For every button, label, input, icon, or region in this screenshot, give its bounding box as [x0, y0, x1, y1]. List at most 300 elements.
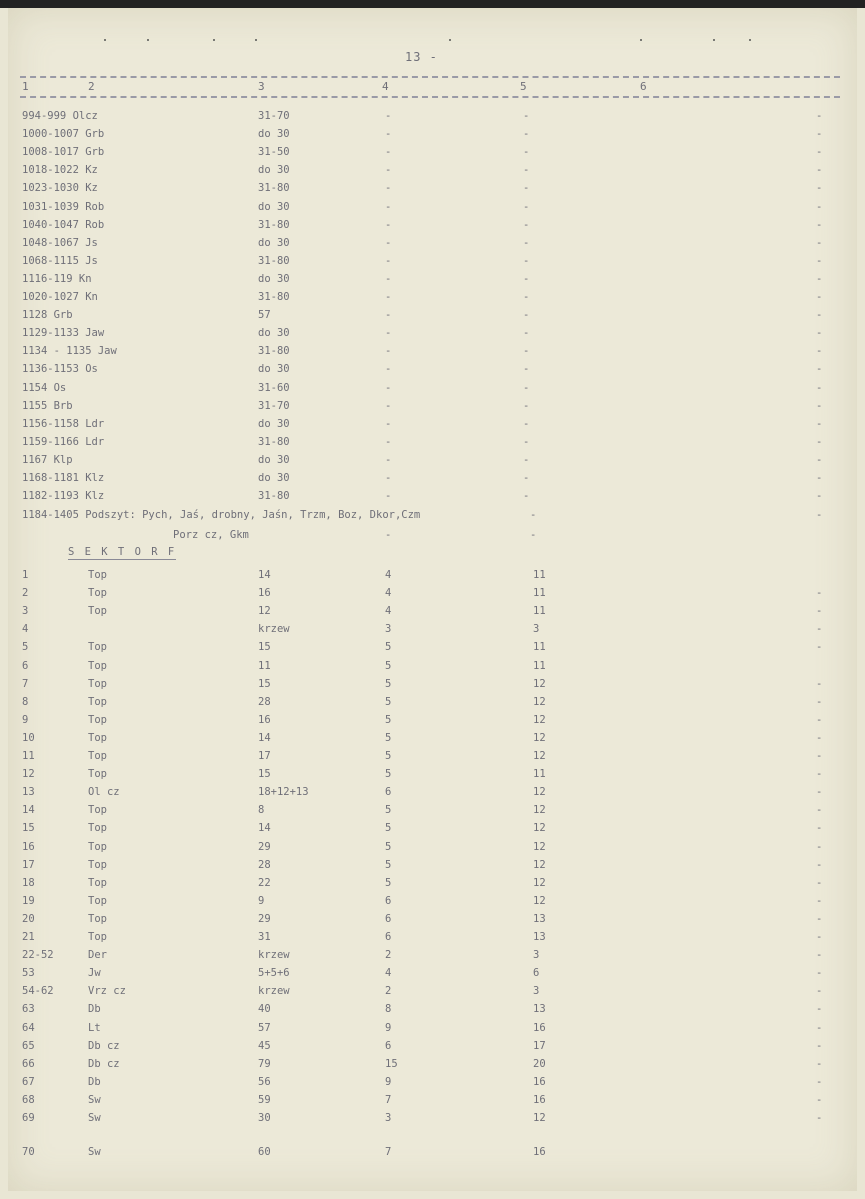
- cell-col5: 12: [533, 750, 546, 762]
- speck: [147, 39, 149, 41]
- cell-col3: 31-70: [258, 399, 290, 412]
- cell-col5: -: [523, 254, 530, 267]
- table-row: [0, 623, 865, 639]
- cell-col1: 21: [22, 931, 35, 943]
- cell-col3: 31-80: [258, 435, 290, 448]
- cell-col5: 13: [533, 912, 546, 925]
- cell-col6: -: [816, 1039, 823, 1052]
- table-row: [0, 128, 865, 144]
- cell-col4: -: [385, 435, 392, 448]
- cell-col1: 11: [22, 750, 35, 762]
- cell-col2: Top: [88, 695, 107, 708]
- speck: [713, 39, 715, 41]
- cell-col3: 79: [258, 1057, 271, 1070]
- cell-col3: 56: [258, 1075, 271, 1088]
- cell-col6: -: [816, 309, 823, 322]
- cell-col5: 3: [533, 985, 540, 998]
- table-row: [0, 382, 865, 398]
- cell-col6: -: [816, 272, 823, 285]
- cell-col5: 11: [533, 605, 546, 618]
- cell-col3: 16: [258, 587, 271, 600]
- table-row: [0, 859, 865, 875]
- cell-col2: Top: [88, 659, 107, 672]
- table-row: [0, 768, 865, 784]
- cell-col3: krzew: [258, 949, 290, 962]
- cell-col1: 8: [22, 695, 29, 708]
- cell-col2: Lt: [88, 1021, 101, 1034]
- cell-col5: 16: [533, 1146, 546, 1158]
- table-row: [0, 877, 865, 893]
- cell-col4: -: [385, 453, 392, 466]
- cell-col3: 15: [258, 641, 271, 654]
- cell-col1: 2: [22, 587, 29, 600]
- cell-col4: 6: [385, 894, 392, 907]
- cell-col6: -: [816, 840, 823, 853]
- table-row: [0, 363, 865, 379]
- cell-col1: 22-52: [22, 949, 54, 962]
- undergrowth-continuation-row: [0, 529, 865, 545]
- cell-col4: -: [385, 182, 392, 195]
- cell-col5: 3: [533, 623, 540, 636]
- cell-col5: 6: [533, 967, 540, 980]
- cell-col1: 10: [22, 731, 35, 744]
- cell-col1: 3: [22, 605, 29, 618]
- cell-col5: 3: [533, 949, 540, 962]
- speck: [213, 39, 215, 41]
- cell-col5: -: [523, 490, 530, 503]
- cell-col5: 12: [533, 858, 546, 871]
- cell-col6: -: [816, 985, 823, 998]
- table-row: [0, 182, 865, 198]
- cell-col4: 7: [385, 1093, 392, 1106]
- cell-col4: 5: [385, 840, 392, 853]
- cell-col4: 6: [385, 1039, 392, 1052]
- cell-col6: -: [816, 472, 823, 484]
- cell-col1: 1023-1030 Kz: [22, 182, 98, 195]
- cell-col3: do 30: [258, 363, 290, 376]
- cell-col4: 6: [385, 912, 392, 925]
- table-row: [0, 418, 865, 434]
- cell-col5: -: [523, 291, 530, 303]
- cell-col1: 67: [22, 1075, 35, 1088]
- cell-col4: 5: [385, 695, 392, 708]
- cell-col3: 31-50: [258, 146, 290, 159]
- cell-col4: -: [385, 291, 392, 303]
- cell-col4: 5: [385, 876, 392, 889]
- table-row: [0, 1058, 865, 1074]
- cell-col1: 15: [22, 822, 35, 835]
- cell-col1: 19: [22, 894, 35, 907]
- cell-col3: 14: [258, 822, 271, 835]
- cell-col1: 1: [22, 569, 29, 581]
- cell-col2: Ol cz: [88, 786, 120, 799]
- cell-col4: -: [385, 200, 392, 213]
- cell-col3: 28: [258, 695, 271, 708]
- cell-col1: 1020-1027 Kn: [22, 291, 98, 303]
- table-row: [0, 1076, 865, 1092]
- cell-col2: Vrz cz: [88, 985, 126, 998]
- cell-col3: 28: [258, 858, 271, 871]
- table-row: [0, 605, 865, 621]
- cell-col2: Top: [88, 912, 107, 925]
- cell-col4: -: [385, 417, 392, 430]
- cell-col4: -: [385, 327, 392, 340]
- cell-col3: do 30: [258, 417, 290, 430]
- column-header-1: 1: [22, 80, 29, 93]
- cell-col5: -: [523, 218, 530, 231]
- cell-col4: -: [385, 236, 392, 249]
- cell-col5: -: [523, 345, 530, 358]
- cell-col5: 12: [533, 804, 546, 817]
- speck: [104, 39, 106, 41]
- cell-col2: Top: [88, 750, 107, 762]
- cell-col6: -: [816, 254, 823, 267]
- column-header-4: 4: [382, 80, 389, 93]
- cell-col1: 64: [22, 1021, 35, 1034]
- cell-col3: 29: [258, 912, 271, 925]
- table-row: [0, 146, 865, 162]
- cell-col5: -: [523, 182, 530, 195]
- cell-col4: -: [385, 363, 392, 376]
- cell-col3: 31-70: [258, 110, 290, 122]
- cell-col2: Top: [88, 894, 107, 907]
- cell-col2: Db cz: [88, 1039, 120, 1052]
- cell-col5: 11: [533, 659, 546, 672]
- cell-col3: 31-60: [258, 381, 290, 394]
- cell-col4: -: [385, 218, 392, 231]
- table-row: [0, 641, 865, 657]
- cell-col6: -: [816, 713, 823, 726]
- cell-col5: 12: [533, 1112, 546, 1124]
- cell-col2: Top: [88, 641, 107, 654]
- cell-col5: 17: [533, 1039, 546, 1052]
- cell-col6: -: [816, 417, 823, 430]
- cell-col3: 14: [258, 569, 271, 581]
- cell-col3: krzew: [258, 985, 290, 998]
- cell-col6: -: [816, 164, 823, 177]
- cell-col4: 3: [385, 1112, 392, 1124]
- cell-col1: 6: [22, 659, 29, 672]
- cell-col6: -: [816, 804, 823, 817]
- cell-col5: 11: [533, 768, 546, 781]
- cell-col4: -: [385, 164, 392, 177]
- cell-col1: 53: [22, 967, 35, 980]
- cell-col1: 1167 Klp: [22, 453, 73, 466]
- cell-col5: 11: [533, 641, 546, 654]
- cell-col1: 1136-1153 Os: [22, 363, 98, 376]
- cell-col6: -: [816, 949, 823, 962]
- table-row: [0, 750, 865, 766]
- cell-col3: 22: [258, 876, 271, 889]
- cell-col1: 54-62: [22, 985, 54, 998]
- cell-col1: 1008-1017 Grb: [22, 146, 105, 159]
- cell-col4: 9: [385, 1021, 392, 1034]
- cell-col6: -: [816, 858, 823, 871]
- undergrowth-text: 1184-1405 Podszyt: Pych, Jaś, drobny, Jaśn, Trzm, Boz, Dkor,Czm: [22, 509, 421, 521]
- column-header-5: 5: [520, 80, 527, 93]
- cell-col3: 60: [258, 1146, 271, 1158]
- cell-col4: 7: [385, 1146, 392, 1158]
- cell-col5: -: [523, 146, 530, 159]
- cell-col3: 14: [258, 731, 271, 744]
- table-row: [0, 1094, 865, 1110]
- cell-col1: 1128 Grb: [22, 309, 73, 322]
- column-header-6: 6: [640, 80, 647, 93]
- cell-col6: -: [816, 876, 823, 889]
- table-row: [0, 822, 865, 838]
- cell-col6: -: [816, 587, 823, 600]
- cell-col4: 5: [385, 822, 392, 835]
- table-row: [0, 587, 865, 603]
- cell-col1: 68: [22, 1093, 35, 1106]
- cell-col3: 12: [258, 605, 271, 618]
- cell-col2: Top: [88, 840, 107, 853]
- table-row: [0, 895, 865, 911]
- cell-col6: -: [816, 435, 823, 448]
- cell-col6: -: [816, 1075, 823, 1088]
- cell-col6: -: [816, 750, 823, 762]
- undergrowth-col5: -: [530, 509, 537, 521]
- column-header-row: [20, 76, 840, 98]
- cell-col2: Db cz: [88, 1057, 120, 1070]
- table-row: [0, 967, 865, 983]
- cell-col3: do 30: [258, 164, 290, 177]
- cell-col3: 30: [258, 1112, 271, 1124]
- cell-col3: 5+5+6: [258, 967, 290, 980]
- cell-col6: -: [816, 623, 823, 636]
- cell-col1: 1154 Os: [22, 381, 67, 394]
- table-row: [0, 291, 865, 307]
- cell-col2: Sw: [88, 1093, 101, 1106]
- cell-col1: 20: [22, 912, 35, 925]
- cell-col5: 16: [533, 1093, 546, 1106]
- cell-col5: -: [523, 309, 530, 322]
- cell-col4: 9: [385, 1075, 392, 1088]
- table-row: [0, 201, 865, 217]
- table-row: [0, 678, 865, 694]
- cell-col3: 9: [258, 894, 265, 907]
- cell-col4: 6: [385, 931, 392, 943]
- cell-col6: -: [816, 236, 823, 249]
- cell-col3: do 30: [258, 472, 290, 484]
- table-row: [0, 913, 865, 929]
- undergrowth-row: [0, 509, 865, 525]
- cell-col6: -: [816, 399, 823, 412]
- table-row: [0, 490, 865, 506]
- table-row: [0, 1022, 865, 1038]
- cell-col4: -: [385, 254, 392, 267]
- cell-col3: do 30: [258, 128, 290, 141]
- cell-col3: 31-80: [258, 490, 290, 503]
- cell-col2: Top: [88, 768, 107, 781]
- table-row: [0, 714, 865, 730]
- column-header-3: 3: [258, 80, 265, 93]
- cell-col2: Top: [88, 605, 107, 618]
- cell-col1: 1168-1181 Klz: [22, 472, 105, 484]
- cell-col3: 17: [258, 750, 271, 762]
- cell-col5: -: [523, 110, 530, 122]
- speck: [449, 39, 451, 41]
- cell-col6: -: [816, 490, 823, 503]
- cell-col6: -: [816, 605, 823, 618]
- cell-col2: Jw: [88, 967, 101, 980]
- cell-col5: 12: [533, 731, 546, 744]
- cell-col6: -: [816, 345, 823, 358]
- cell-col5: 11: [533, 569, 546, 581]
- cell-col5: 12: [533, 677, 546, 690]
- cell-col5: 12: [533, 786, 546, 799]
- cell-col6: -: [816, 1112, 823, 1124]
- cell-col5: 11: [533, 587, 546, 600]
- table-row: [0, 569, 865, 585]
- cell-col3: do 30: [258, 272, 290, 285]
- cell-col6: -: [816, 967, 823, 980]
- cell-col1: 69: [22, 1112, 35, 1124]
- cell-col3: 8: [258, 804, 265, 817]
- cell-col1: 1159-1166 Ldr: [22, 435, 105, 448]
- cell-col2: Top: [88, 876, 107, 889]
- cell-col3: 40: [258, 1003, 271, 1016]
- cell-col5: -: [523, 399, 530, 412]
- cell-col6: -: [816, 894, 823, 907]
- cell-col6: -: [816, 1021, 823, 1034]
- cell-col6: -: [816, 786, 823, 799]
- cell-col4: -: [385, 309, 392, 322]
- cell-col3: 15: [258, 768, 271, 781]
- cell-col3: 29: [258, 840, 271, 853]
- cell-col5: -: [523, 128, 530, 141]
- cell-col6: -: [816, 822, 823, 835]
- column-header-2: 2: [88, 80, 95, 93]
- table-row: [0, 309, 865, 325]
- table-row: [0, 1040, 865, 1056]
- table-row: [0, 804, 865, 820]
- cell-col6: -: [816, 200, 823, 213]
- cell-col6: -: [816, 128, 823, 141]
- cell-col1: 4: [22, 623, 29, 636]
- table-row: [0, 732, 865, 748]
- cell-col6: -: [816, 363, 823, 376]
- cell-col3: 57: [258, 309, 271, 322]
- cell-col4: -: [385, 472, 392, 484]
- cell-col1: 1040-1047 Rob: [22, 218, 105, 231]
- cell-col4: 5: [385, 641, 392, 654]
- cell-col2: Top: [88, 587, 107, 600]
- cell-col2: Sw: [88, 1146, 101, 1158]
- cell-col4: 5: [385, 731, 392, 744]
- cell-col4: 5: [385, 677, 392, 690]
- cell-col6: -: [816, 381, 823, 394]
- cell-col4: 5: [385, 713, 392, 726]
- cell-col4: 8: [385, 1003, 392, 1016]
- cell-col1: 16: [22, 840, 35, 853]
- cell-col3: 59: [258, 1093, 271, 1106]
- cell-col2: Sw: [88, 1112, 101, 1124]
- cell-col4: 5: [385, 858, 392, 871]
- cell-col2: Top: [88, 731, 107, 744]
- cell-col2: Top: [88, 931, 107, 943]
- cell-col6: -: [816, 768, 823, 781]
- cell-col1: 17: [22, 858, 35, 871]
- cell-col5: -: [523, 417, 530, 430]
- cell-col5: 16: [533, 1075, 546, 1088]
- undergrowth-continuation-col5: -: [530, 529, 537, 541]
- cell-col2: Db: [88, 1003, 101, 1016]
- cell-col1: 12: [22, 768, 35, 781]
- cell-col3: krzew: [258, 623, 290, 636]
- cell-col3: do 30: [258, 200, 290, 213]
- cell-col6: -: [816, 912, 823, 925]
- cell-col3: 31: [258, 931, 271, 943]
- table-row: [0, 436, 865, 452]
- cell-col3: 18+12+13: [258, 786, 309, 799]
- cell-col1: 13: [22, 786, 35, 799]
- undergrowth-continuation-col4: -: [385, 529, 392, 541]
- cell-col5: 20: [533, 1057, 546, 1070]
- cell-col1: 1048-1067 Js: [22, 236, 98, 249]
- cell-col2: Db: [88, 1075, 101, 1088]
- cell-col4: -: [385, 345, 392, 358]
- cell-col1: 1155 Brb: [22, 399, 73, 412]
- cell-col1: 18: [22, 876, 35, 889]
- cell-col1: 14: [22, 804, 35, 817]
- cell-col5: 12: [533, 840, 546, 853]
- table-row: [0, 1146, 865, 1162]
- cell-col1: 1134 - 1135 Jaw: [22, 345, 117, 358]
- cell-col6: -: [816, 931, 823, 943]
- speck: [255, 39, 257, 41]
- table-row: [0, 696, 865, 712]
- cell-col6: -: [816, 182, 823, 195]
- cell-col6: -: [816, 695, 823, 708]
- cell-col4: 5: [385, 768, 392, 781]
- cell-col6: -: [816, 1093, 823, 1106]
- table-row: [0, 454, 865, 470]
- cell-col1: 1031-1039 Rob: [22, 200, 105, 213]
- cell-col5: 13: [533, 1003, 546, 1016]
- cell-col1: 63: [22, 1003, 35, 1016]
- cell-col1: 994-999 Olcz: [22, 110, 98, 122]
- cell-col3: 57: [258, 1021, 271, 1034]
- cell-col5: -: [523, 453, 530, 466]
- speck: [640, 39, 642, 41]
- cell-col6: -: [816, 110, 823, 122]
- cell-col3: 31-80: [258, 182, 290, 195]
- cell-col4: -: [385, 381, 392, 394]
- cell-col1: 1129-1133 Jaw: [22, 327, 105, 340]
- cell-col2: Top: [88, 713, 107, 726]
- cell-col3: 31-80: [258, 254, 290, 267]
- table-row: [0, 1003, 865, 1019]
- cell-col4: 2: [385, 985, 392, 998]
- cell-col4: 3: [385, 623, 392, 636]
- cell-col3: 31-80: [258, 345, 290, 358]
- cell-col4: 4: [385, 605, 392, 618]
- cell-col4: 4: [385, 569, 392, 581]
- cell-col6: -: [816, 677, 823, 690]
- cell-col1: 9: [22, 713, 29, 726]
- cell-col1: 1018-1022 Kz: [22, 164, 98, 177]
- table-row: [0, 219, 865, 235]
- cell-col4: -: [385, 146, 392, 159]
- cell-col2: Top: [88, 804, 107, 817]
- cell-col6: -: [816, 1003, 823, 1016]
- table-row: [0, 660, 865, 676]
- cell-col1: 7: [22, 677, 29, 690]
- cell-col6: -: [816, 453, 823, 466]
- cell-col3: do 30: [258, 327, 290, 340]
- cell-col4: -: [385, 399, 392, 412]
